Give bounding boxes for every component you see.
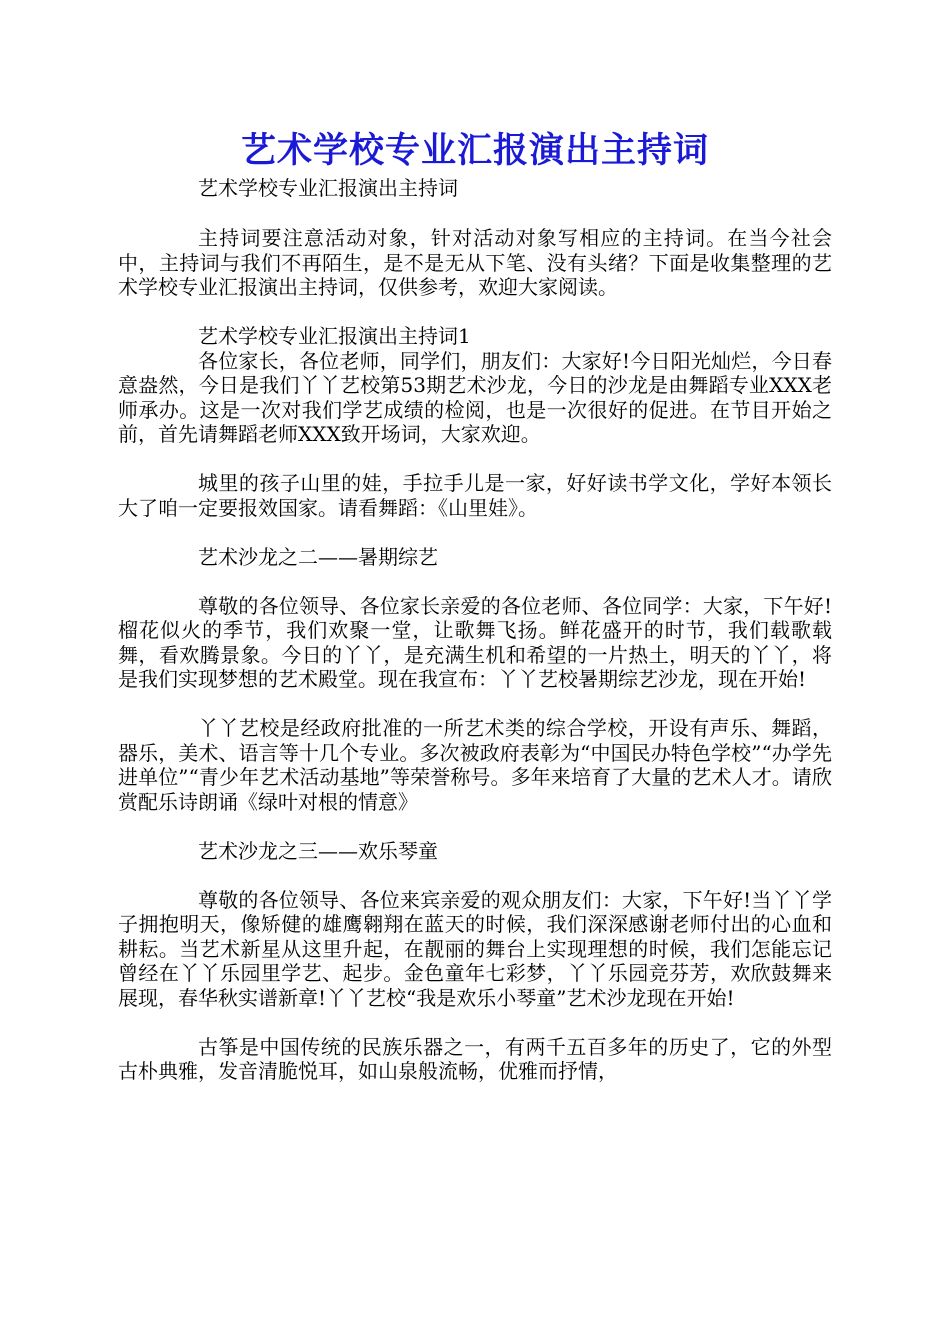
document-page [118,120,832,1108]
paragraph: 古筝是中国传统的民族乐器之一，有两千五百多年的历史了，它的外型古朴典雅，发音清脆悦耳，如山泉般流畅，优雅而抒情， [118,1034,832,1083]
paragraph: 各位家长，各位老师，同学们，朋友们：大家好!今日阳光灿烂，今日春意盎然，今日是我们丫丫艺校第53期艺术沙龙，今日的沙龙是由舞蹈专业XXX老师承办。这是一次对我们学艺成绩的检阅，也是一次很好的促进。在节目开始之前，首先请舞蹈老师XXX致开场词，大家欢迎。 [118,348,832,446]
document-subtitle: 艺术学校专业汇报演出主持词 [198,176,458,200]
section-heading-1: 艺术学校专业汇报演出主持词1 [198,324,471,348]
intro-paragraph: 主持词要注意活动对象，针对活动对象写相应的主持词。在当今社会中，主持词与我们不再陌生，是不是无从下笔、没有头绪？下面是收集整理的艺术学校专业汇报演出主持词，仅供参考，欢迎大家阅读。 [118,226,832,299]
section-heading-3: 艺术沙龙之三——欢乐琴童 [198,838,438,863]
document-title: 艺术学校专业汇报演出主持词 [240,130,709,171]
paragraph: 城里的孩子山里的娃，手拉手儿是一家，好好读书学文化，学好本领长大了咱一定要报效国家。请看舞蹈：《山里娃》。 [118,471,832,520]
section-heading-2: 艺术沙龙之二——暑期综艺 [198,544,438,569]
paragraph: 尊敬的各位领导、各位来宾亲爱的观众朋友们：大家，下午好!当丫丫学子拥抱明天，像矫健的雄鹰翱翔在蓝天的时候，我们深深感谢老师付出的心血和耕耘。当艺术新星从这里升起，在靓丽的舞台上实现理想的时候，我们怎能忘记曾经在丫丫乐园里学艺、起步。金色童年七彩梦，丫丫乐园竞芬芳，欢欣鼓舞来展现，春华秋实谱新章!丫丫艺校“我是欢乐小琴童”艺术沙龙现在开始! [118,887,832,1010]
paragraph: 尊敬的各位领导、各位家长亲爱的各位老师、各位同学：大家，下午好!榴花似火的季节，我们欢聚一堂，让歌舞飞扬。鲜花盛开的时节，我们载歌载舞，看欢腾景象。今日的丫丫，是充满生机和希望的一片热土，明天的丫丫，将是我们实现梦想的艺术殿堂。现在我宣布：丫丫艺校暑期综艺沙龙，现在开始! [118,593,832,691]
paragraph: 丫丫艺校是经政府批准的一所艺术类的综合学校，开设有声乐、舞蹈，器乐，美术、语言等十几个专业。多次被政府表彰为“中国民办特色学校”“办学先进单位”“青少年艺术活动基地”等荣誉称号。多年来培育了大量的艺术人才。请欣赏配乐诗朗诵《绿叶对根的情意》 [118,716,832,814]
